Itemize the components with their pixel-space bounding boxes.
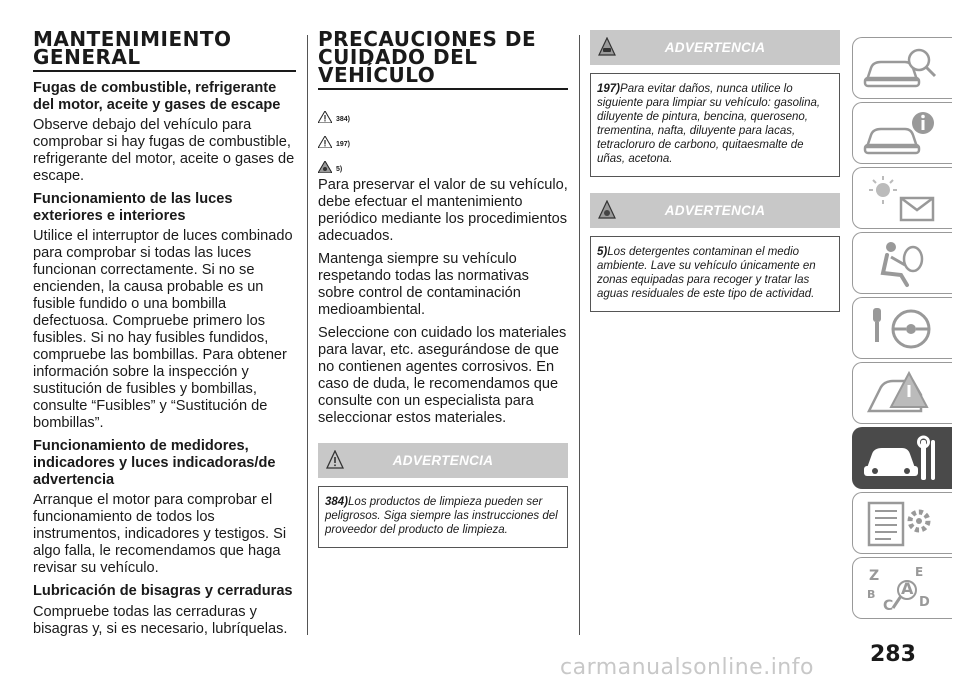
warning-ref: [318, 123, 568, 148]
warning-number: 197): [597, 83, 621, 95]
tab-car-search[interactable]: [852, 37, 952, 99]
warning-header: [590, 193, 840, 228]
paragraph: Seleccione con cuidado los materiales para lavar, etc. asegurándose de que no contienen agentes corrosivos. En caso de duda, le recomendamos que consulte con un especialista para seleccionar estos materiales.: [318, 325, 567, 426]
tab-index[interactable]: [852, 557, 952, 619]
text-lights: Utilice el interruptor de luces combinado para comprobar si todas las luces funcionan correctamente. Si no se encienden, la causa probable es un fusible fundido o una bombilla defectuosa. Compruebe primero los fusibles. Si no hay fusibles fundidos, compruebe las bombillas. Para obtener información sobre la inspección y sustitución de fusibles y bombillas, consulte “Fusibles” y “Sustitución de bombillas”.: [33, 228, 293, 432]
car-maintenance-icon: [861, 432, 941, 486]
tab-technical-data[interactable]: [852, 492, 952, 554]
warning-label: ADVERTENCIA: [392, 453, 494, 468]
lights-message-icon: [861, 172, 941, 226]
tab-starting-driving[interactable]: [852, 297, 952, 359]
warning-label: ADVERTENCIA: [664, 40, 766, 55]
chapter-tabs: [852, 37, 952, 622]
warning-number: 5): [597, 246, 608, 258]
warning-box: [590, 30, 840, 177]
warning-ref: [318, 98, 568, 123]
warning-ref-number: 384): [336, 116, 351, 123]
warning-header: [318, 443, 568, 478]
warning-header: [590, 30, 840, 65]
paragraph: Para preservar el valor de su vehículo, debe efectuar el mantenimiento periódico mediante los procedimientos adecuados.: [318, 177, 568, 244]
warning-body: [590, 73, 840, 177]
car-search-icon: [861, 42, 941, 96]
warning-triangle-icon: [326, 450, 344, 470]
svg-text:Z: Z: [869, 568, 880, 584]
car-warning-icon: [598, 37, 616, 57]
column-divider: [579, 35, 580, 635]
warning-ref: [318, 148, 568, 173]
column-divider: [307, 35, 308, 635]
car-info-icon: [861, 107, 941, 161]
heading-fluid-leaks: Fugas de combustible, refrigerante del motor, aceite y gases de escape: [33, 80, 281, 113]
text-hinges: Compruebe todas las cerraduras y bisagras y, si es necesario, lubríquelas.: [33, 603, 288, 637]
column-warnings: [590, 14, 840, 312]
svg-text:B: B: [867, 588, 876, 601]
text-gauges: Arranque el motor para comprobar el funcionamiento de todos los instrumentos, indicadores y testigos. Si algo falla, le recomendamos que haga revisar su vehículo.: [33, 492, 287, 577]
index-icon: [861, 562, 941, 616]
warning-text: Los productos de limpieza pueden ser peligrosos. Siga siempre las instrucciones del proveedor del producto de limpieza.: [325, 496, 558, 536]
seat-airbag-icon: [861, 237, 941, 291]
warning-body: [318, 486, 568, 548]
svg-text:A: A: [901, 579, 914, 598]
watermark: carmanualsonline.info: [560, 655, 814, 678]
tab-lights-messages[interactable]: [852, 167, 952, 229]
tab-safety[interactable]: [852, 232, 952, 294]
section-title-general-maintenance: MANTENIMIENTO GENERAL: [33, 30, 296, 72]
heading-lights: Funcionamiento de las luces exteriores e interiores: [33, 191, 233, 224]
warning-box: [318, 443, 568, 548]
environment-warning-icon: [318, 161, 332, 173]
specs-icon: [861, 497, 941, 551]
warning-ref-number: 5): [336, 166, 343, 173]
svg-text:D: D: [919, 595, 930, 610]
heading-hinges: Lubricación de bisagras y cerraduras: [33, 583, 293, 600]
heading-gauges: Funcionamiento de medidores, indicadores y luces indicadoras/de advertencia: [33, 438, 276, 488]
tab-emergency[interactable]: [852, 362, 952, 424]
warning-text: Para evitar daños, nunca utilice lo siguiente para limpiar su vehículo: gasolina, diluyente de pintura, bencina, queroseno, trementina, nafta, diluyente para lacas, tetracloruro de carbono, quitaesmalte de uñas, acetona.: [597, 83, 821, 165]
warning-label: ADVERTENCIA: [664, 203, 766, 218]
paragraph: Mantenga siempre su vehículo respetando todas las normativas sobre control de contaminación medioambiental.: [318, 251, 529, 318]
warning-box: [590, 193, 840, 312]
key-steering-icon: [861, 302, 941, 356]
tab-maintenance[interactable]: [852, 427, 952, 489]
column-general-maintenance: [33, 27, 296, 644]
warning-body: [590, 236, 840, 312]
warning-number: 384): [325, 496, 349, 508]
environment-warning-icon: [598, 200, 616, 220]
text-fluid-leaks: Observe debajo del vehículo para comprobar si hay fugas de combustible, refrigerante del motor, aceite o gases de escape.: [33, 117, 295, 185]
warning-triangle-icon: [318, 136, 332, 148]
warning-text: Los detergentes contaminan el medio ambiente. Lave su vehículo únicamente en zonas equipadas para recoger y tratar las aguas residuales de este tipo de actividad.: [597, 246, 816, 300]
svg-text:C: C: [883, 598, 894, 614]
section-title-vehicle-care: PRECAUCIONES DE CUIDADO DEL VEHÍCULO: [318, 30, 568, 90]
warning-triangle-icon: [318, 111, 332, 123]
tab-car-info[interactable]: [852, 102, 952, 164]
breakdown-icon: [861, 367, 941, 421]
column-vehicle-care: [318, 27, 568, 548]
warning-refs: [318, 98, 568, 173]
page-number: 283: [870, 642, 916, 667]
warning-ref-number: 197): [336, 141, 351, 148]
svg-text:E: E: [915, 565, 924, 579]
